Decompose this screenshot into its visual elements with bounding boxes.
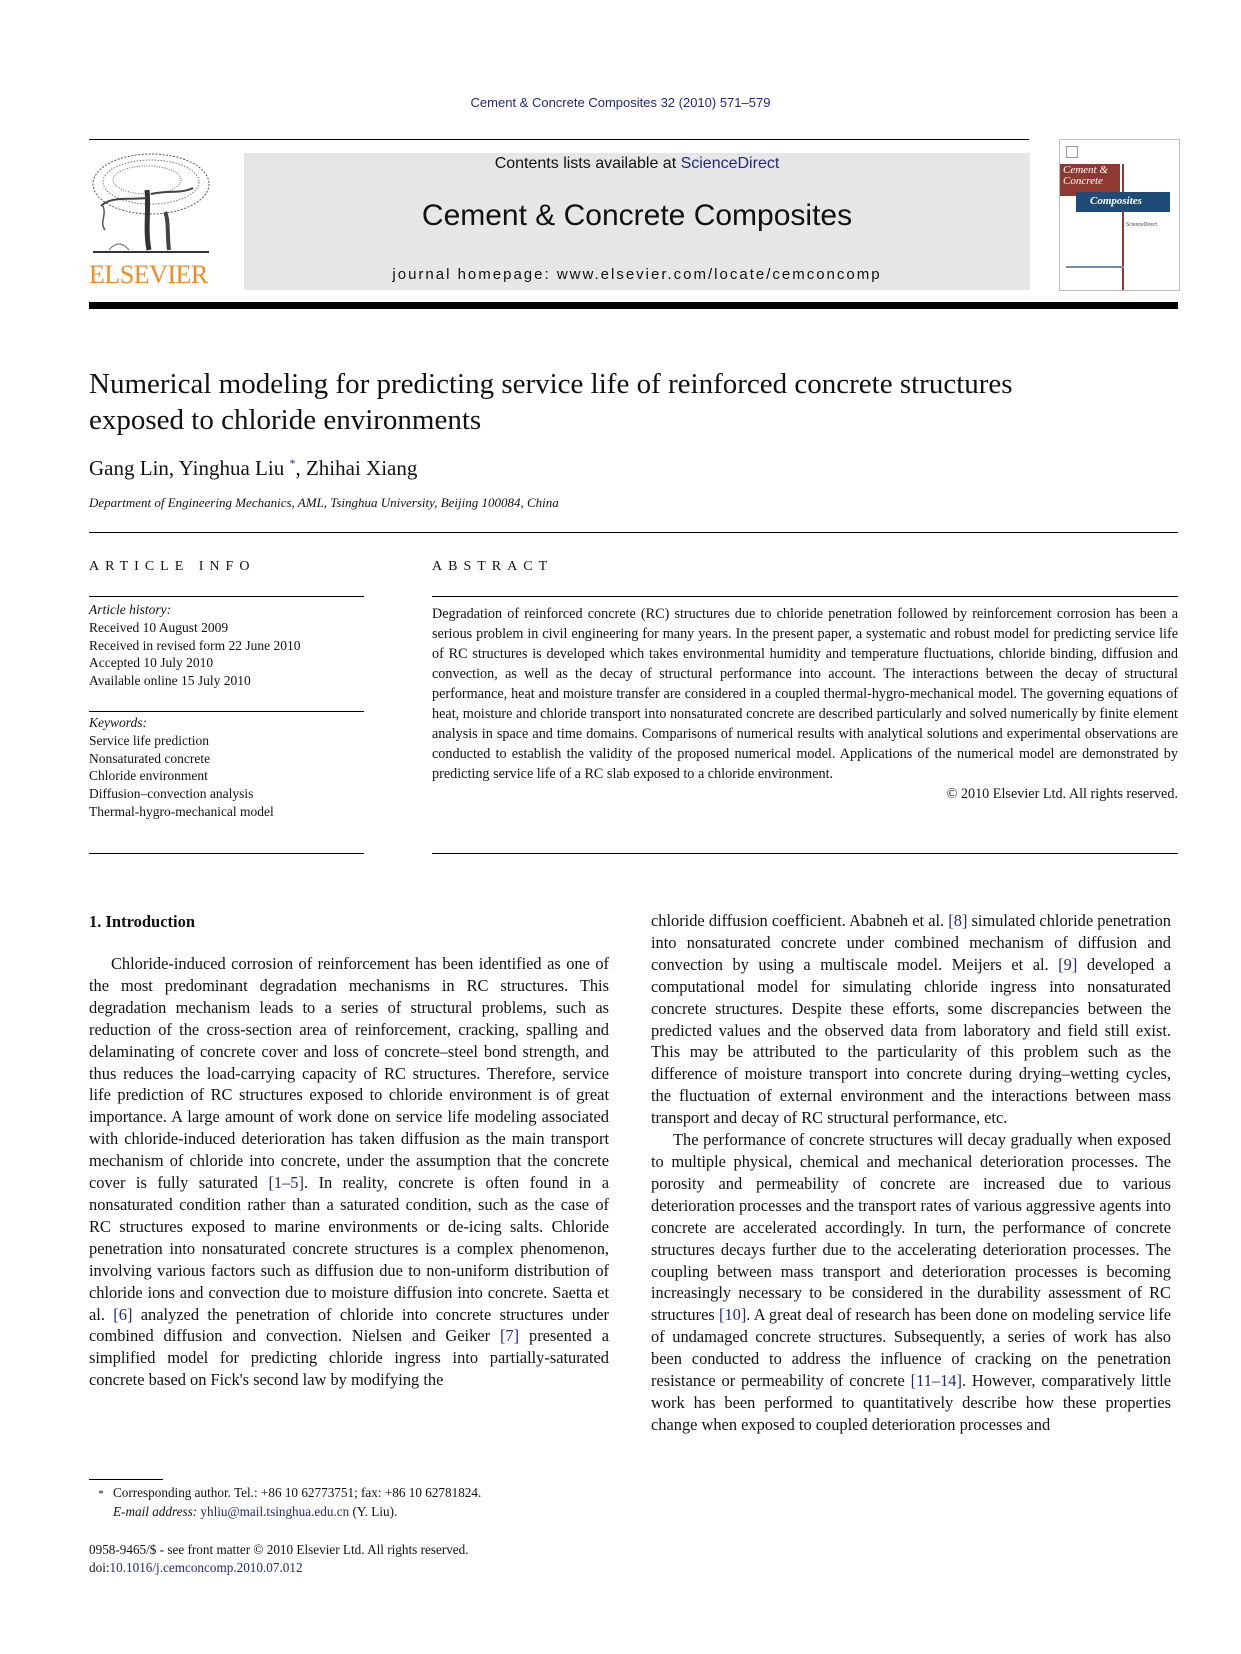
history-item: Received in revised form 22 June 2010 <box>89 637 301 653</box>
history-label: Article history: <box>89 602 172 617</box>
footnote: * Corresponding author. Tel.: +86 10 62773751; fax: +86 10 62781824. E-mail address: yhliu@mail.tsinghua.edu.cn (Y. Liu). <box>89 1484 649 1521</box>
affiliation: Department of Engineering Mechanics, AML, Tsinghua University, Beijing 100084, China <box>89 495 559 510</box>
keyword-item: Chloride environment <box>89 768 208 784</box>
article-info-heading: ARTICLE INFO <box>89 559 256 574</box>
abstract <box>432 604 1178 804</box>
article-info-rule-top <box>89 596 364 597</box>
citation-link[interactable]: [8] <box>948 911 968 930</box>
email-link[interactable]: yhliu@mail.tsinghua.edu.cn <box>200 1504 350 1519</box>
cover-title-top: Cement & Concrete <box>1063 164 1108 187</box>
author-list: Gang Lin, Yinghua Liu *, Zhihai Xiang <box>89 456 418 480</box>
header-rule <box>89 139 1029 140</box>
citation-link[interactable]: [10] <box>718 1305 747 1325</box>
abstract-rule-bottom <box>432 853 1178 854</box>
article-history <box>89 601 364 690</box>
running-head[interactable] <box>0 95 1241 110</box>
cover-elsevier-icon <box>1066 146 1078 158</box>
keyword-item: Thermal-hygro-mechanical model <box>89 803 274 819</box>
abstract-copyright: © 2010 Elsevier Ltd. All rights reserved. <box>946 786 1178 802</box>
doi-link[interactable]: 10.1016/j.cemconcomp.2010.07.012 <box>109 1560 303 1575</box>
abstract-text: Degradation of reinforced concrete (RC) structures due to chloride penetration followed by reinforcement corrosion has been a serious problem in civil engineering for many years. In the present paper, a systematic and robust model for predicting service life of RC structures is developed which takes environmental humidity and temperature fluctuations, chloride binding, diffusion and convection, as well as the decay of structural performance into account. The interactions between the decay of structural performance, heat and moisture transfer are considered in a coupled thermal-hygro-mechanical model. The governing equations of heat, moisture and chloride transport into nonsaturated concrete are described particularly and solved numerically by finite element analysis in space and time domains. Comparisons of numerical results with analytical solutions and experimental observations are conducted to establish the validity of the proposed numerical model. Applications of the numerical model are demonstrated by predicting service life of a RC slab exposed to a chloride environment. <box>432 606 1178 782</box>
contents-prefix: Contents lists available at <box>494 155 681 172</box>
abstract-rule-top <box>432 596 1178 597</box>
email-label: E-mail address: <box>113 1504 201 1519</box>
section-heading-introduction: 1. Introduction <box>89 912 196 931</box>
abstract-heading: ABSTRACT <box>432 559 554 574</box>
issn-line: 0958-9465/$ - see front matter © 2010 Elsevier Ltd. All rights reserved. <box>89 1542 469 1557</box>
journal-banner <box>244 153 1030 290</box>
paragraph: The performance of concrete structures will decay gradually when exposed to multiple physical, chemical and mechanical deterioration processes. The porosity and permeability of concrete are increased due to various deterioration processes and the transport rates of various aggressive agents into concrete are accelerated accordingly. In turn, the performance of concrete structures decays further due to the accelerating deterioration processes. The coupling between mass transport and deterioration processes is becoming increasingly necessary to be considered in the durability assessment of RC structures [10]. A great deal of research has been done on modeling service life of undamaged concrete structures. Subsequently, a series of work has also been conducted to address the influence of cracking on the penetration resistance or permeability of concrete [11–14]. However, comparatively little work has been performed to quantitatively describe how these properties change when exposed to coupled deterioration processes and <box>651 1130 1171 1434</box>
body-left-column <box>89 953 609 1391</box>
title-divider <box>89 532 1178 533</box>
sciencedirect-link[interactable]: ScienceDirect <box>680 155 780 172</box>
keyword-item: Nonsaturated concrete <box>89 750 211 766</box>
history-item: Received 10 August 2009 <box>89 619 229 635</box>
citation-link[interactable]: [11–14] <box>910 1371 962 1391</box>
body-right-column <box>651 910 1171 1436</box>
citation-link[interactable]: [9] <box>1058 954 1078 974</box>
journal-citation-link[interactable]: Cement & Concrete Composites 32 (2010) 571–579 <box>470 95 771 110</box>
keyword-item: Service life prediction <box>89 732 209 748</box>
journal-homepage-link[interactable]: journal homepage: www.elsevier.com/locate/cemconcomp <box>392 266 882 283</box>
keywords-label: Keywords: <box>89 715 147 730</box>
journal-cover-thumbnail[interactable] <box>1059 139 1180 291</box>
elsevier-wordmark: ELSEVIER <box>89 260 208 289</box>
cover-sciencedirect: ScienceDirect <box>1126 222 1157 228</box>
footnote-rule <box>89 1479 163 1480</box>
author-name[interactable]: Gang Lin <box>89 456 169 480</box>
author-name[interactable]: Yinghua Liu <box>178 456 285 480</box>
keyword-item: Diffusion–convection analysis <box>89 786 254 802</box>
history-item: Available online 15 July 2010 <box>89 673 251 689</box>
citation-link[interactable]: [6] <box>113 1304 133 1324</box>
paragraph: Chloride-induced corrosion of reinforcement has been identified as one of the most predominant degradation mechanisms in RC structures. This degradation mechanism leads to a series of structural problems, such as reduction of the cross-section area of reinforcement, cracking, spalling and delaminating of concrete cover and loss of concrete–steel bond strength, and thus reduces the load-carrying capacity of RC structures. Therefore, service life prediction of RC structures exposed to chloride environment is of great importance. A large amount of work done on service life modeling associated with chloride-induced deterioration has taken diffusion as the main transport mechanism of chloride into concrete, under the assumption that the concrete cover is fully saturated [1–5]. In reality, concrete is often found in a nonsaturated condition rather than a saturated condition, such as the case of RC structures exposed to marine environments or de-icing salts. Chloride penetration into nonsaturated concrete structures is a complex phenomenon, involving various factors such as diffusion due to non-uniform distribution of chloride ions and convection due to moisture diffusion into concrete. Saetta et al. [6] analyzed the penetration of chloride into concrete structures under combined diffusion and convection. Nielsen and Geiker [7] presented a simplified model for predicting chloride ingress into partially-saturated concrete based on Fick's second law by modifying the <box>89 954 610 1390</box>
article-info-rule-bottom <box>89 853 364 854</box>
cover-vertical-rule <box>1122 164 1124 290</box>
history-item: Accepted 10 July 2010 <box>89 655 214 671</box>
citation-link[interactable]: [1–5] <box>268 1173 304 1193</box>
elsevier-logo[interactable] <box>89 150 217 290</box>
author-name[interactable]: Zhihai Xiang <box>305 456 418 480</box>
cover-horizontal-rule <box>1066 266 1124 268</box>
cover-title-bottom: Composites <box>1090 195 1142 207</box>
corresponding-author-mark[interactable]: * <box>289 456 296 470</box>
front-matter: 0958-9465/$ - see front matter © 2010 Elsevier Ltd. All rights reserved. doi:10.1016/j.cemconcomp.2010.07.012 <box>89 1541 649 1577</box>
footnote-mark: * <box>98 1488 104 1500</box>
journal-name: Cement & Concrete Composites <box>421 199 853 232</box>
article-title: Numerical modeling for predicting service life of reinforced concrete structures exposed to chloride environments <box>89 368 1013 436</box>
paragraph: chloride diffusion coefficient. Ababneh et al. [8] simulated chloride penetration into nonsaturated concrete under combined mechanism of diffusion and convection by using a multiscale model. Meijers et al. [9] developed a computational model for simulating chloride ingress into nonsaturated concrete structures. Despite these efforts, some discrepancies between the predicted values and the observed data from laboratory and field still exist. This may be attributed to the particularity of this problem such as the difference of moisture transport into concrete during drying–wetting cycles, the fluctuation of external environment and the interactions between mass transport and decay of RC structural performance, etc. <box>651 911 1171 1128</box>
elsevier-tree-icon <box>89 150 213 260</box>
citation-link[interactable]: [7] <box>499 1326 520 1346</box>
keywords <box>89 714 364 821</box>
header-thick-bar <box>89 302 1178 309</box>
article-info-rule-mid <box>89 711 364 712</box>
contents-availability <box>244 153 1030 175</box>
